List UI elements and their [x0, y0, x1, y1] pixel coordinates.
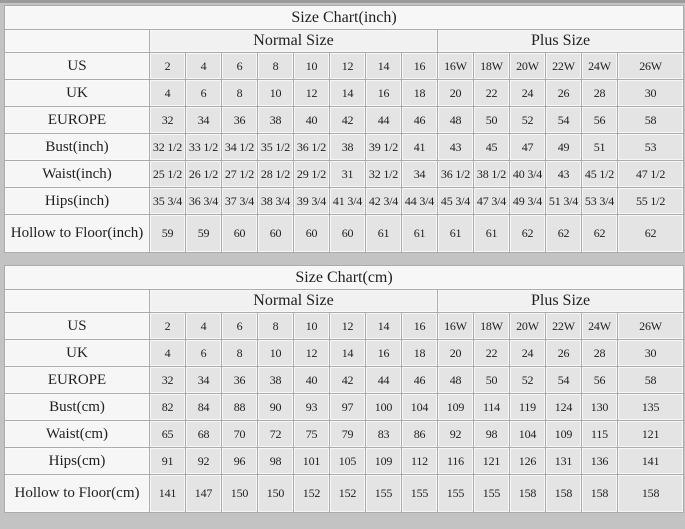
size-group-header: Plus Size — [438, 290, 684, 313]
size-value-cell: 150 — [222, 475, 258, 513]
size-value-cell: 35 3/4 — [150, 188, 186, 215]
size-value-cell: 47 — [510, 134, 546, 161]
size-value-cell: 46 — [402, 107, 438, 134]
size-value-cell: 43 — [546, 161, 582, 188]
size-value-cell: 75 — [294, 421, 330, 448]
size-value-cell: 2 — [150, 313, 186, 340]
size-value-cell: 109 — [546, 421, 582, 448]
size-value-cell: 38 — [330, 134, 366, 161]
size-value-cell: 61 — [366, 215, 402, 253]
size-value-cell: 50 — [474, 107, 510, 134]
size-value-cell: 45 1/2 — [582, 161, 618, 188]
size-value-cell: 101 — [294, 448, 330, 475]
size-value-cell: 52 — [510, 107, 546, 134]
size-value-cell: 4 — [150, 80, 186, 107]
size-value-cell: 36 1/2 — [294, 134, 330, 161]
size-value-cell: 36 — [222, 367, 258, 394]
size-value-cell: 38 3/4 — [258, 188, 294, 215]
table-row — [5, 215, 684, 253]
size-value-cell: 59 — [186, 215, 222, 253]
size-value-cell: 58 — [618, 107, 684, 134]
size-value-cell: 6 — [186, 340, 222, 367]
size-value-cell: 18 — [402, 340, 438, 367]
size-value-cell: 92 — [438, 421, 474, 448]
size-value-cell: 36 — [222, 107, 258, 134]
size-value-cell: 2 — [150, 53, 186, 80]
size-value-cell: 41 3/4 — [330, 188, 366, 215]
table-row — [5, 161, 684, 188]
size-value-cell: 53 3/4 — [582, 188, 618, 215]
size-value-cell: 115 — [582, 421, 618, 448]
size-value-cell: 90 — [258, 394, 294, 421]
table-row — [5, 313, 684, 340]
size-value-cell: 155 — [402, 475, 438, 513]
table-row — [5, 80, 684, 107]
row-label: Waist(cm) — [5, 421, 150, 448]
size-value-cell: 22W — [546, 313, 582, 340]
size-value-cell: 93 — [294, 394, 330, 421]
size-value-cell: 60 — [294, 215, 330, 253]
size-value-cell: 155 — [474, 475, 510, 513]
size-value-cell: 59 — [150, 215, 186, 253]
size-value-cell: 82 — [150, 394, 186, 421]
size-value-cell: 62 — [618, 215, 684, 253]
size-value-cell: 46 — [402, 367, 438, 394]
size-value-cell: 150 — [258, 475, 294, 513]
size-value-cell: 36 1/2 — [438, 161, 474, 188]
table-row — [5, 421, 684, 448]
size-value-cell: 32 — [150, 367, 186, 394]
size-value-cell: 61 — [474, 215, 510, 253]
size-value-cell: 152 — [330, 475, 366, 513]
size-value-cell: 16 — [402, 313, 438, 340]
size-value-cell: 12 — [294, 80, 330, 107]
size-value-cell: 34 — [186, 107, 222, 134]
size-value-cell: 52 — [510, 367, 546, 394]
size-value-cell: 42 — [330, 107, 366, 134]
size-value-cell: 56 — [582, 367, 618, 394]
size-value-cell: 16 — [402, 53, 438, 80]
row-label: US — [5, 53, 150, 80]
size-value-cell: 29 1/2 — [294, 161, 330, 188]
size-value-cell: 54 — [546, 367, 582, 394]
size-value-cell: 26 — [546, 80, 582, 107]
size-value-cell: 36 3/4 — [186, 188, 222, 215]
size-value-cell: 31 — [330, 161, 366, 188]
row-label: Hollow to Floor(cm) — [5, 475, 150, 513]
size-value-cell: 22 — [474, 340, 510, 367]
size-value-cell: 54 — [546, 107, 582, 134]
size-value-cell: 61 — [402, 215, 438, 253]
size-value-cell: 32 — [150, 107, 186, 134]
row-label: EUROPE — [5, 367, 150, 394]
size-value-cell: 45 3/4 — [438, 188, 474, 215]
size-value-cell: 51 — [582, 134, 618, 161]
size-value-cell: 50 — [474, 367, 510, 394]
size-value-cell: 55 1/2 — [618, 188, 684, 215]
size-value-cell: 25 1/2 — [150, 161, 186, 188]
size-value-cell: 34 — [402, 161, 438, 188]
size-group-header: Normal Size — [150, 30, 438, 53]
size-value-cell: 45 — [474, 134, 510, 161]
size-value-cell: 155 — [366, 475, 402, 513]
size-value-cell: 44 — [366, 367, 402, 394]
size-value-cell: 104 — [510, 421, 546, 448]
size-value-cell: 20 — [438, 340, 474, 367]
table-row — [5, 475, 684, 513]
size-value-cell: 28 — [582, 80, 618, 107]
size-value-cell: 109 — [366, 448, 402, 475]
size-value-cell: 12 — [294, 340, 330, 367]
size-value-cell: 61 — [438, 215, 474, 253]
size-value-cell: 27 1/2 — [222, 161, 258, 188]
size-value-cell: 141 — [150, 475, 186, 513]
size-value-cell: 65 — [150, 421, 186, 448]
size-value-cell: 16 — [366, 80, 402, 107]
size-value-cell: 4 — [186, 53, 222, 80]
size-value-cell: 6 — [186, 80, 222, 107]
size-chart-cm-table — [4, 265, 684, 513]
size-value-cell: 58 — [618, 367, 684, 394]
size-value-cell: 158 — [546, 475, 582, 513]
size-value-cell: 14 — [330, 80, 366, 107]
size-value-cell: 39 1/2 — [366, 134, 402, 161]
size-value-cell: 49 — [546, 134, 582, 161]
corner-cell — [5, 30, 150, 53]
size-value-cell: 121 — [618, 421, 684, 448]
size-value-cell: 20 — [438, 80, 474, 107]
size-value-cell: 60 — [330, 215, 366, 253]
size-value-cell: 44 3/4 — [402, 188, 438, 215]
size-value-cell: 158 — [510, 475, 546, 513]
size-value-cell: 72 — [258, 421, 294, 448]
size-value-cell: 6 — [222, 53, 258, 80]
size-value-cell: 10 — [258, 80, 294, 107]
table-row — [5, 53, 684, 80]
size-value-cell: 79 — [330, 421, 366, 448]
size-value-cell: 147 — [186, 475, 222, 513]
table-title: Size Chart(inch) — [5, 6, 684, 30]
row-label: Hips(inch) — [5, 188, 150, 215]
size-value-cell: 53 — [618, 134, 684, 161]
size-value-cell: 10 — [258, 340, 294, 367]
size-value-cell: 14 — [366, 53, 402, 80]
size-value-cell: 96 — [222, 448, 258, 475]
size-value-cell: 112 — [402, 448, 438, 475]
size-value-cell: 92 — [186, 448, 222, 475]
size-value-cell: 131 — [546, 448, 582, 475]
size-group-header: Normal Size — [150, 290, 438, 313]
size-value-cell: 126 — [510, 448, 546, 475]
size-value-cell: 83 — [366, 421, 402, 448]
size-value-cell: 8 — [222, 80, 258, 107]
size-value-cell: 22 — [474, 80, 510, 107]
size-value-cell: 60 — [222, 215, 258, 253]
size-value-cell: 105 — [330, 448, 366, 475]
size-value-cell: 49 3/4 — [510, 188, 546, 215]
size-value-cell: 119 — [510, 394, 546, 421]
size-value-cell: 68 — [186, 421, 222, 448]
size-value-cell: 62 — [582, 215, 618, 253]
row-label: UK — [5, 80, 150, 107]
size-value-cell: 88 — [222, 394, 258, 421]
size-chart-inch-table — [4, 5, 684, 253]
size-value-cell: 97 — [330, 394, 366, 421]
size-value-cell: 18 — [402, 80, 438, 107]
table-row — [5, 107, 684, 134]
table-title: Size Chart(cm) — [5, 266, 684, 290]
size-value-cell: 62 — [546, 215, 582, 253]
size-value-cell: 47 3/4 — [474, 188, 510, 215]
size-value-cell: 20W — [510, 53, 546, 80]
size-value-cell: 51 3/4 — [546, 188, 582, 215]
size-value-cell: 56 — [582, 107, 618, 134]
size-value-cell: 109 — [438, 394, 474, 421]
size-value-cell: 40 — [294, 367, 330, 394]
size-chart-page — [0, 3, 685, 513]
size-value-cell: 24 — [510, 340, 546, 367]
size-value-cell: 10 — [294, 313, 330, 340]
size-value-cell: 37 3/4 — [222, 188, 258, 215]
size-value-cell: 158 — [582, 475, 618, 513]
size-value-cell: 44 — [366, 107, 402, 134]
size-value-cell: 26W — [618, 313, 684, 340]
size-value-cell: 41 — [402, 134, 438, 161]
size-value-cell: 124 — [546, 394, 582, 421]
size-value-cell: 42 3/4 — [366, 188, 402, 215]
size-value-cell: 10 — [294, 53, 330, 80]
size-value-cell: 121 — [474, 448, 510, 475]
size-value-cell: 91 — [150, 448, 186, 475]
size-value-cell: 4 — [150, 340, 186, 367]
size-value-cell: 16W — [438, 313, 474, 340]
size-value-cell: 8 — [258, 53, 294, 80]
row-label: Waist(inch) — [5, 161, 150, 188]
size-value-cell: 100 — [366, 394, 402, 421]
size-value-cell: 35 1/2 — [258, 134, 294, 161]
size-value-cell: 62 — [510, 215, 546, 253]
table-row — [5, 188, 684, 215]
size-value-cell: 26 1/2 — [186, 161, 222, 188]
size-value-cell: 32 1/2 — [150, 134, 186, 161]
size-value-cell: 30 — [618, 80, 684, 107]
size-value-cell: 18W — [474, 53, 510, 80]
size-value-cell: 39 3/4 — [294, 188, 330, 215]
size-value-cell: 33 1/2 — [186, 134, 222, 161]
size-value-cell: 70 — [222, 421, 258, 448]
size-value-cell: 14 — [366, 313, 402, 340]
size-value-cell: 24W — [582, 53, 618, 80]
table-row — [5, 394, 684, 421]
size-value-cell: 20W — [510, 313, 546, 340]
size-value-cell: 8 — [258, 313, 294, 340]
size-value-cell: 116 — [438, 448, 474, 475]
row-label: EUROPE — [5, 107, 150, 134]
row-label: US — [5, 313, 150, 340]
size-value-cell: 152 — [294, 475, 330, 513]
size-value-cell: 98 — [474, 421, 510, 448]
size-group-header: Plus Size — [438, 30, 684, 53]
size-value-cell: 104 — [402, 394, 438, 421]
row-label: Bust(cm) — [5, 394, 150, 421]
size-value-cell: 135 — [618, 394, 684, 421]
size-value-cell: 136 — [582, 448, 618, 475]
table-row — [5, 134, 684, 161]
size-value-cell: 158 — [618, 475, 684, 513]
size-value-cell: 26 — [546, 340, 582, 367]
row-label: UK — [5, 340, 150, 367]
size-value-cell: 6 — [222, 313, 258, 340]
size-value-cell: 34 — [186, 367, 222, 394]
size-value-cell: 48 — [438, 107, 474, 134]
size-value-cell: 34 1/2 — [222, 134, 258, 161]
size-value-cell: 40 3/4 — [510, 161, 546, 188]
size-value-cell: 43 — [438, 134, 474, 161]
size-value-cell: 28 — [582, 340, 618, 367]
size-value-cell: 16 — [366, 340, 402, 367]
size-value-cell: 4 — [186, 313, 222, 340]
row-label: Bust(inch) — [5, 134, 150, 161]
size-value-cell: 98 — [258, 448, 294, 475]
size-value-cell: 114 — [474, 394, 510, 421]
size-value-cell: 32 1/2 — [366, 161, 402, 188]
size-value-cell: 26W — [618, 53, 684, 80]
table-row — [5, 367, 684, 394]
size-value-cell: 38 — [258, 367, 294, 394]
size-value-cell: 38 1/2 — [474, 161, 510, 188]
table-row — [5, 448, 684, 475]
size-value-cell: 48 — [438, 367, 474, 394]
size-value-cell: 141 — [618, 448, 684, 475]
size-value-cell: 18W — [474, 313, 510, 340]
row-label: Hollow to Floor(inch) — [5, 215, 150, 253]
size-value-cell: 12 — [330, 53, 366, 80]
size-value-cell: 28 1/2 — [258, 161, 294, 188]
corner-cell — [5, 290, 150, 313]
size-value-cell: 86 — [402, 421, 438, 448]
size-value-cell: 155 — [438, 475, 474, 513]
size-value-cell: 42 — [330, 367, 366, 394]
row-label: Hips(cm) — [5, 448, 150, 475]
size-value-cell: 84 — [186, 394, 222, 421]
table-row — [5, 340, 684, 367]
size-value-cell: 60 — [258, 215, 294, 253]
size-value-cell: 8 — [222, 340, 258, 367]
size-value-cell: 24W — [582, 313, 618, 340]
size-value-cell: 38 — [258, 107, 294, 134]
size-value-cell: 24 — [510, 80, 546, 107]
size-value-cell: 130 — [582, 394, 618, 421]
size-value-cell: 12 — [330, 313, 366, 340]
size-value-cell: 47 1/2 — [618, 161, 684, 188]
size-value-cell: 22W — [546, 53, 582, 80]
size-value-cell: 16W — [438, 53, 474, 80]
size-value-cell: 30 — [618, 340, 684, 367]
size-value-cell: 14 — [330, 340, 366, 367]
size-value-cell: 40 — [294, 107, 330, 134]
